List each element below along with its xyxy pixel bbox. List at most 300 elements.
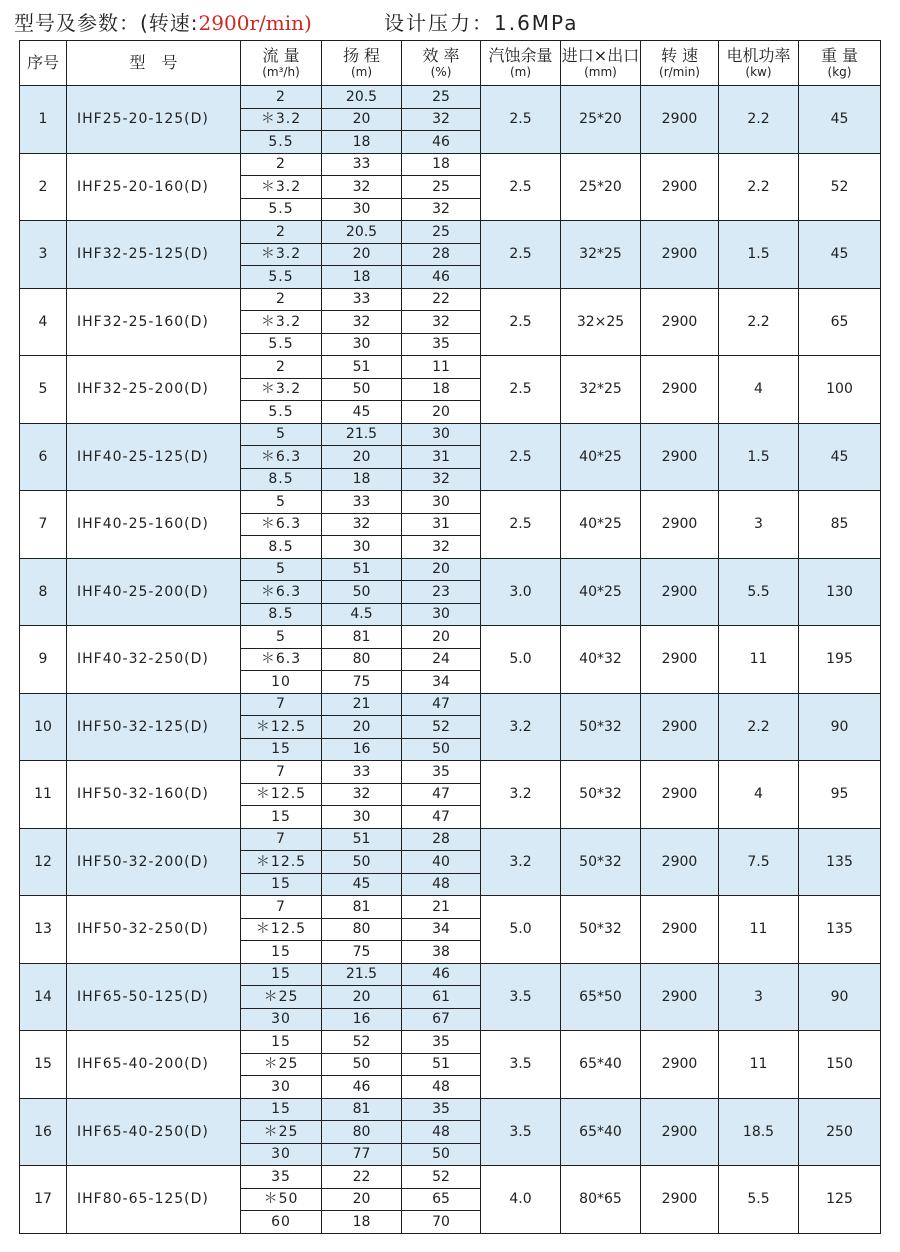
- cell-flow: 5: [241, 626, 322, 649]
- cell-head: 20: [322, 243, 402, 266]
- cell-weight: 95: [799, 761, 881, 829]
- cell-efficiency: 67: [402, 1008, 481, 1031]
- col-header-flow: 流 量 (m³/h): [241, 41, 322, 86]
- table-row: [20, 153, 881, 176]
- cell-flow: ＊3.2: [241, 243, 322, 266]
- cell-speed: 2900: [641, 896, 719, 964]
- cell-efficiency: 51: [402, 1053, 481, 1076]
- cell-flow: 15: [241, 873, 322, 896]
- cell-efficiency: 48: [402, 1076, 481, 1099]
- cell-no: 6: [20, 423, 67, 491]
- cell-model: IHF80-65-125(D): [67, 1166, 241, 1234]
- cell-flow: ＊3.2: [241, 378, 322, 401]
- cell-efficiency: 21: [402, 896, 481, 919]
- cell-no: 11: [20, 761, 67, 829]
- cell-efficiency: 34: [402, 671, 481, 694]
- cell-speed: 2900: [641, 86, 719, 154]
- cell-npsh: 3.2: [481, 693, 561, 761]
- cell-no: 17: [20, 1166, 67, 1234]
- cell-efficiency: 32: [402, 108, 481, 131]
- cell-weight: 65: [799, 288, 881, 356]
- cell-flow: 10: [241, 671, 322, 694]
- cell-flow: ＊3.2: [241, 108, 322, 131]
- cell-flow: 8.5: [241, 468, 322, 491]
- cell-motor-power: 7.5: [719, 828, 799, 896]
- cell-head: 20.5: [322, 221, 402, 244]
- cell-head: 81: [322, 896, 402, 919]
- spec-table-body: [20, 86, 881, 1234]
- cell-no: 7: [20, 491, 67, 559]
- cell-motor-power: 3: [719, 491, 799, 559]
- cell-head: 51: [322, 356, 402, 379]
- cell-efficiency: 35: [402, 333, 481, 356]
- cell-flow: 2: [241, 86, 322, 109]
- cell-motor-power: 2.2: [719, 86, 799, 154]
- cell-head: 50: [322, 851, 402, 874]
- cell-speed: 2900: [641, 1166, 719, 1234]
- cell-efficiency: 52: [402, 716, 481, 739]
- cell-efficiency: 46: [402, 266, 481, 289]
- table-row: [20, 356, 881, 379]
- cell-head: 21.5: [322, 963, 402, 986]
- cell-port-size: 65*50: [561, 963, 641, 1031]
- col-header-weight: 重 量 (kg): [799, 41, 881, 86]
- cell-efficiency: 47: [402, 693, 481, 716]
- cell-model: IHF50-32-200(D): [67, 828, 241, 896]
- cell-head: 18: [322, 468, 402, 491]
- cell-motor-power: 1.5: [719, 221, 799, 289]
- cell-port-size: 32*25: [561, 356, 641, 424]
- cell-port-size: 25*20: [561, 153, 641, 221]
- cell-head: 16: [322, 1008, 402, 1031]
- col-header-head: 扬 程 (m): [322, 41, 402, 86]
- cell-head: 45: [322, 873, 402, 896]
- cell-npsh: 2.5: [481, 153, 561, 221]
- cell-model: IHF40-25-160(D): [67, 491, 241, 559]
- cell-port-size: 25*20: [561, 86, 641, 154]
- cell-model: IHF40-32-250(D): [67, 626, 241, 694]
- cell-head: 81: [322, 626, 402, 649]
- cell-head: 80: [322, 1121, 402, 1144]
- cell-head: 50: [322, 1053, 402, 1076]
- cell-weight: 90: [799, 693, 881, 761]
- cell-npsh: 2.5: [481, 221, 561, 289]
- cell-no: 1: [20, 86, 67, 154]
- cell-efficiency: 35: [402, 761, 481, 784]
- cell-port-size: 65*40: [561, 1098, 641, 1166]
- col-header-motor-power: 电机功率 (kw): [719, 41, 799, 86]
- cell-efficiency: 25: [402, 86, 481, 109]
- cell-flow: 30: [241, 1076, 322, 1099]
- cell-flow: 7: [241, 761, 322, 784]
- cell-head: 33: [322, 153, 402, 176]
- cell-npsh: 5.0: [481, 626, 561, 694]
- cell-flow: 2: [241, 221, 322, 244]
- cell-weight: 130: [799, 558, 881, 626]
- cell-speed: 2900: [641, 1098, 719, 1166]
- cell-efficiency: 50: [402, 738, 481, 761]
- table-row: [20, 288, 881, 311]
- cell-efficiency: 32: [402, 468, 481, 491]
- cell-motor-power: 4: [719, 356, 799, 424]
- cell-flow: ＊12.5: [241, 716, 322, 739]
- cell-head: 30: [322, 536, 402, 559]
- cell-efficiency: 20: [402, 626, 481, 649]
- cell-flow: 5.5: [241, 198, 322, 221]
- cell-head: 20: [322, 1188, 402, 1211]
- cell-efficiency: 48: [402, 873, 481, 896]
- cell-flow: 15: [241, 941, 322, 964]
- cell-model: IHF40-25-125(D): [67, 423, 241, 491]
- cell-model: IHF50-32-160(D): [67, 761, 241, 829]
- cell-flow: 2: [241, 153, 322, 176]
- cell-model: IHF32-25-200(D): [67, 356, 241, 424]
- cell-flow: 5: [241, 423, 322, 446]
- cell-npsh: 4.0: [481, 1166, 561, 1234]
- cell-flow: ＊25: [241, 1053, 322, 1076]
- cell-motor-power: 5.5: [719, 558, 799, 626]
- cell-flow: 15: [241, 963, 322, 986]
- cell-npsh: 2.5: [481, 423, 561, 491]
- cell-efficiency: 24: [402, 648, 481, 671]
- cell-weight: 52: [799, 153, 881, 221]
- cell-flow: 30: [241, 1143, 322, 1166]
- cell-npsh: 2.5: [481, 86, 561, 154]
- cell-flow: 5: [241, 558, 322, 581]
- cell-motor-power: 2.2: [719, 693, 799, 761]
- cell-head: 77: [322, 1143, 402, 1166]
- cell-flow: 7: [241, 693, 322, 716]
- cell-motor-power: 2.2: [719, 153, 799, 221]
- cell-head: 51: [322, 558, 402, 581]
- cell-flow: 8.5: [241, 536, 322, 559]
- model-params-label: 型号及参数：(转速:: [14, 11, 199, 35]
- cell-head: 18: [322, 266, 402, 289]
- cell-no: 4: [20, 288, 67, 356]
- pump-spec-table: [19, 40, 881, 1234]
- cell-weight: 85: [799, 491, 881, 559]
- cell-port-size: 50*32: [561, 828, 641, 896]
- cell-flow: 8.5: [241, 603, 322, 626]
- cell-weight: 45: [799, 423, 881, 491]
- cell-efficiency: 32: [402, 311, 481, 334]
- table-row: [20, 963, 881, 986]
- cell-head: 80: [322, 918, 402, 941]
- design-pressure-label: 设计压力：1.6MPa: [384, 11, 579, 35]
- cell-efficiency: 47: [402, 806, 481, 829]
- cell-weight: 100: [799, 356, 881, 424]
- cell-head: 45: [322, 401, 402, 424]
- speed-unit: r/min): [249, 11, 312, 35]
- cell-head: 32: [322, 311, 402, 334]
- cell-efficiency: 40: [402, 851, 481, 874]
- cell-no: 10: [20, 693, 67, 761]
- cell-npsh: 3.0: [481, 558, 561, 626]
- cell-flow: ＊3.2: [241, 176, 322, 199]
- cell-no: 9: [20, 626, 67, 694]
- cell-port-size: 40*25: [561, 491, 641, 559]
- cell-no: 14: [20, 963, 67, 1031]
- cell-efficiency: 30: [402, 423, 481, 446]
- cell-weight: 135: [799, 896, 881, 964]
- cell-port-size: 40*25: [561, 423, 641, 491]
- table-row: [20, 828, 881, 851]
- cell-speed: 2900: [641, 761, 719, 829]
- cell-efficiency: 30: [402, 603, 481, 626]
- cell-flow: 2: [241, 356, 322, 379]
- cell-flow: ＊50: [241, 1188, 322, 1211]
- cell-head: 21.5: [322, 423, 402, 446]
- cell-port-size: 32×25: [561, 288, 641, 356]
- col-header-efficiency: 效 率 (%): [402, 41, 481, 86]
- table-row: [20, 1031, 881, 1054]
- cell-flow: 15: [241, 1031, 322, 1054]
- cell-speed: 2900: [641, 558, 719, 626]
- cell-weight: 125: [799, 1166, 881, 1234]
- cell-head: 20: [322, 716, 402, 739]
- cell-efficiency: 31: [402, 513, 481, 536]
- cell-efficiency: 34: [402, 918, 481, 941]
- cell-motor-power: 4: [719, 761, 799, 829]
- cell-efficiency: 18: [402, 153, 481, 176]
- cell-head: 33: [322, 761, 402, 784]
- cell-flow: 15: [241, 738, 322, 761]
- cell-weight: 195: [799, 626, 881, 694]
- cell-npsh: 2.5: [481, 356, 561, 424]
- cell-efficiency: 46: [402, 131, 481, 154]
- cell-model: IHF65-40-250(D): [67, 1098, 241, 1166]
- cell-efficiency: 38: [402, 941, 481, 964]
- cell-head: 30: [322, 806, 402, 829]
- cell-efficiency: 50: [402, 1143, 481, 1166]
- cell-efficiency: 31: [402, 446, 481, 469]
- table-row: [20, 896, 881, 919]
- cell-no: 8: [20, 558, 67, 626]
- cell-head: 33: [322, 288, 402, 311]
- cell-efficiency: 30: [402, 491, 481, 514]
- cell-speed: 2900: [641, 288, 719, 356]
- cell-efficiency: 23: [402, 581, 481, 604]
- cell-weight: 150: [799, 1031, 881, 1099]
- cell-head: 75: [322, 671, 402, 694]
- cell-no: 13: [20, 896, 67, 964]
- cell-efficiency: 11: [402, 356, 481, 379]
- cell-head: 81: [322, 1098, 402, 1121]
- table-row: [20, 423, 881, 446]
- cell-efficiency: 22: [402, 288, 481, 311]
- cell-head: 30: [322, 198, 402, 221]
- cell-flow: 5.5: [241, 266, 322, 289]
- cell-no: 3: [20, 221, 67, 289]
- cell-flow: ＊6.3: [241, 446, 322, 469]
- cell-flow: 2: [241, 288, 322, 311]
- cell-weight: 90: [799, 963, 881, 1031]
- cell-head: 4.5: [322, 603, 402, 626]
- cell-motor-power: 3: [719, 963, 799, 1031]
- cell-motor-power: 18.5: [719, 1098, 799, 1166]
- speed-value: 2900: [198, 11, 250, 35]
- cell-efficiency: 70: [402, 1211, 481, 1234]
- cell-efficiency: 48: [402, 1121, 481, 1144]
- cell-head: 20: [322, 108, 402, 131]
- cell-efficiency: 28: [402, 243, 481, 266]
- col-header-no: 序号: [20, 41, 67, 86]
- cell-head: 20.5: [322, 86, 402, 109]
- cell-flow: ＊12.5: [241, 851, 322, 874]
- cell-no: 16: [20, 1098, 67, 1166]
- cell-efficiency: 32: [402, 198, 481, 221]
- cell-flow: 5.5: [241, 131, 322, 154]
- cell-head: 50: [322, 378, 402, 401]
- cell-no: 5: [20, 356, 67, 424]
- cell-head: 21: [322, 693, 402, 716]
- cell-efficiency: 28: [402, 828, 481, 851]
- cell-weight: 45: [799, 221, 881, 289]
- cell-speed: 2900: [641, 1031, 719, 1099]
- table-row: [20, 761, 881, 784]
- cell-npsh: 3.2: [481, 828, 561, 896]
- cell-motor-power: 2.2: [719, 288, 799, 356]
- cell-npsh: 3.5: [481, 1031, 561, 1099]
- cell-head: 52: [322, 1031, 402, 1054]
- table-row: [20, 491, 881, 514]
- cell-weight: 135: [799, 828, 881, 896]
- col-header-speed: 转 速 (r/min): [641, 41, 719, 86]
- cell-flow: ＊25: [241, 1121, 322, 1144]
- table-row: [20, 693, 881, 716]
- cell-weight: 250: [799, 1098, 881, 1166]
- cell-head: 32: [322, 513, 402, 536]
- cell-head: 32: [322, 783, 402, 806]
- cell-head: 16: [322, 738, 402, 761]
- cell-efficiency: 47: [402, 783, 481, 806]
- cell-speed: 2900: [641, 491, 719, 559]
- cell-speed: 2900: [641, 356, 719, 424]
- table-row: [20, 558, 881, 581]
- cell-npsh: 2.5: [481, 288, 561, 356]
- cell-head: 33: [322, 491, 402, 514]
- cell-speed: 2900: [641, 423, 719, 491]
- col-header-port-size: 进口×出口 (mm): [561, 41, 641, 86]
- cell-head: 20: [322, 446, 402, 469]
- cell-weight: 45: [799, 86, 881, 154]
- cell-model: IHF40-25-200(D): [67, 558, 241, 626]
- cell-efficiency: 18: [402, 378, 481, 401]
- cell-model: IHF32-25-160(D): [67, 288, 241, 356]
- table-row: [20, 1098, 881, 1121]
- cell-efficiency: 35: [402, 1098, 481, 1121]
- cell-flow: ＊3.2: [241, 311, 322, 334]
- page-header: [14, 8, 894, 38]
- cell-flow: ＊6.3: [241, 581, 322, 604]
- cell-model: IHF65-40-200(D): [67, 1031, 241, 1099]
- cell-flow: 60: [241, 1211, 322, 1234]
- cell-flow: 35: [241, 1166, 322, 1189]
- cell-head: 46: [322, 1076, 402, 1099]
- cell-flow: ＊6.3: [241, 513, 322, 536]
- cell-flow: ＊12.5: [241, 783, 322, 806]
- cell-efficiency: 46: [402, 963, 481, 986]
- cell-efficiency: 32: [402, 536, 481, 559]
- cell-npsh: 2.5: [481, 491, 561, 559]
- header-row: [20, 41, 881, 86]
- cell-flow: 7: [241, 828, 322, 851]
- cell-model: IHF50-32-250(D): [67, 896, 241, 964]
- cell-efficiency: 25: [402, 221, 481, 244]
- cell-model: IHF50-32-125(D): [67, 693, 241, 761]
- cell-flow: ＊6.3: [241, 648, 322, 671]
- cell-port-size: 32*25: [561, 221, 641, 289]
- cell-no: 15: [20, 1031, 67, 1099]
- cell-efficiency: 25: [402, 176, 481, 199]
- cell-flow: 15: [241, 1098, 322, 1121]
- cell-flow: ＊25: [241, 986, 322, 1009]
- cell-port-size: 50*32: [561, 761, 641, 829]
- cell-motor-power: 11: [719, 1031, 799, 1099]
- cell-efficiency: 20: [402, 401, 481, 424]
- cell-speed: 2900: [641, 153, 719, 221]
- cell-head: 20: [322, 986, 402, 1009]
- table-row: [20, 221, 881, 244]
- cell-model: IHF25-20-160(D): [67, 153, 241, 221]
- cell-port-size: 40*25: [561, 558, 641, 626]
- cell-flow: 7: [241, 896, 322, 919]
- cell-no: 2: [20, 153, 67, 221]
- cell-head: 50: [322, 581, 402, 604]
- cell-efficiency: 35: [402, 1031, 481, 1054]
- cell-speed: 2900: [641, 626, 719, 694]
- cell-head: 18: [322, 131, 402, 154]
- cell-model: IHF25-20-125(D): [67, 86, 241, 154]
- cell-head: 32: [322, 176, 402, 199]
- cell-efficiency: 52: [402, 1166, 481, 1189]
- cell-port-size: 50*32: [561, 896, 641, 964]
- cell-efficiency: 20: [402, 558, 481, 581]
- cell-motor-power: 11: [719, 626, 799, 694]
- cell-model: IHF65-50-125(D): [67, 963, 241, 1031]
- table-row: [20, 626, 881, 649]
- cell-npsh: 3.2: [481, 761, 561, 829]
- cell-port-size: 80*65: [561, 1166, 641, 1234]
- table-row: [20, 1166, 881, 1189]
- cell-model: IHF32-25-125(D): [67, 221, 241, 289]
- cell-motor-power: 1.5: [719, 423, 799, 491]
- cell-flow: 5.5: [241, 401, 322, 424]
- cell-flow: 5.5: [241, 333, 322, 356]
- cell-flow: ＊12.5: [241, 918, 322, 941]
- cell-npsh: 3.5: [481, 963, 561, 1031]
- cell-head: 18: [322, 1211, 402, 1234]
- cell-speed: 2900: [641, 963, 719, 1031]
- cell-flow: 30: [241, 1008, 322, 1031]
- cell-npsh: 5.0: [481, 896, 561, 964]
- cell-port-size: 65*40: [561, 1031, 641, 1099]
- cell-head: 22: [322, 1166, 402, 1189]
- cell-port-size: 50*32: [561, 693, 641, 761]
- cell-head: 51: [322, 828, 402, 851]
- cell-speed: 2900: [641, 828, 719, 896]
- cell-efficiency: 61: [402, 986, 481, 1009]
- cell-speed: 2900: [641, 221, 719, 289]
- cell-no: 12: [20, 828, 67, 896]
- cell-speed: 2900: [641, 693, 719, 761]
- cell-efficiency: 65: [402, 1188, 481, 1211]
- cell-port-size: 40*32: [561, 626, 641, 694]
- cell-head: 75: [322, 941, 402, 964]
- cell-head: 80: [322, 648, 402, 671]
- cell-npsh: 3.5: [481, 1098, 561, 1166]
- col-header-model: 型 号: [67, 41, 241, 86]
